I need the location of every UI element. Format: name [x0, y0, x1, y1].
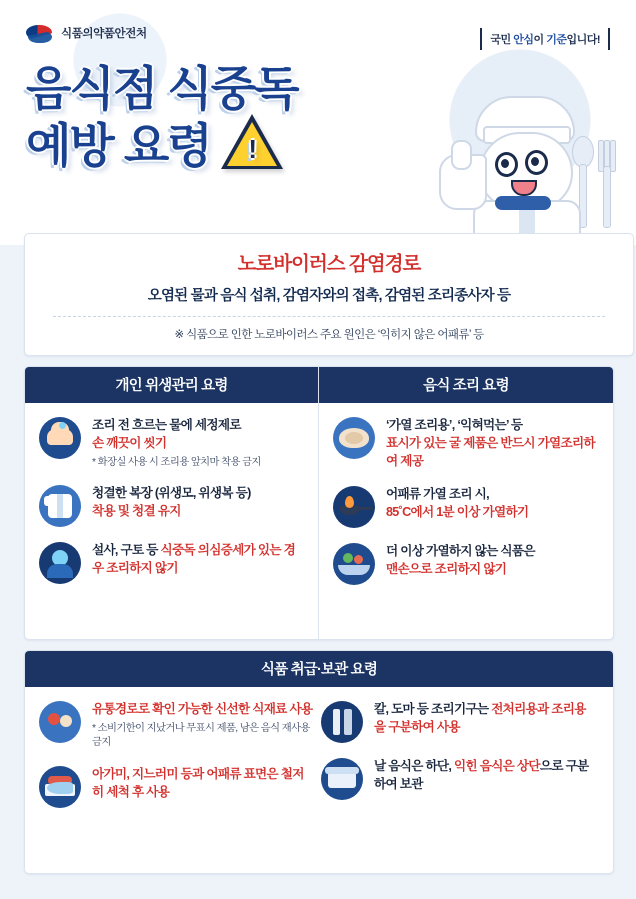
section-personal-hygiene: [25, 367, 319, 639]
guidelines-two-column-card: [24, 366, 614, 640]
organization-name: 식품의약품안전처: [61, 28, 147, 40]
item-text-highlight: 표시가 있는 굴 제품은 반드시 가열조리하여 제공: [386, 435, 595, 468]
norovirus-subtitle: 오염된 물과 음식 섭취, 감염자와의 접촉, 감염된 조리종사자 등: [147, 288, 511, 304]
list-item: [321, 701, 595, 743]
list-item-text: [92, 701, 313, 751]
storage-box-icon: [321, 758, 363, 800]
list-item-text: [92, 542, 306, 584]
list-item: [39, 701, 313, 751]
brand-header: [26, 22, 147, 44]
card-divider: [53, 316, 606, 317]
section-cooking: [319, 367, 613, 639]
slogan-pre: 국민: [490, 34, 514, 46]
item-text-plain: 칼, 도마 등 조리기구는: [374, 702, 492, 716]
list-item: [39, 766, 313, 808]
item-subnote: * 소비기한이 지났거나 무표시 제품, 남은 음식 재사용 금지: [92, 722, 310, 749]
uniform-icon: [39, 485, 81, 527]
item-text-plain: 더 이상 가열하지 않는 식품은: [386, 543, 535, 558]
frying-pan-icon: [333, 486, 375, 528]
list-item-text: [92, 485, 251, 527]
list-item-text: [92, 766, 313, 808]
mascot-eye-right: [525, 150, 548, 175]
norovirus-heading: 노로바이러스 감염경로: [237, 253, 421, 275]
list-item-text: [374, 758, 595, 800]
list-item-text: [386, 543, 535, 585]
food-handling-storage-card: [24, 650, 614, 874]
mascot-eye-left: [495, 152, 518, 177]
list-item: [333, 417, 601, 471]
section-title-personal-hygiene: 개인 위생관리 요령: [25, 367, 318, 403]
item-text-plain: 설사, 구토 등: [92, 543, 161, 558]
item-text-post: 으로 구분하여 보관: [374, 759, 589, 791]
slogan-highlight-2: 기준: [546, 34, 567, 46]
mascot-scarf: [495, 196, 551, 210]
title-line-1: 음식점 식중독: [26, 62, 298, 115]
section-title-food-handling: 식품 취급·보관 요령: [25, 651, 613, 687]
chef-mascot-illustration: [433, 96, 618, 246]
list-item: [39, 485, 306, 527]
knife-cuttingboard-icon: [321, 701, 363, 743]
list-item-text: [386, 486, 528, 528]
list-item: [333, 486, 601, 528]
slogan-post: 입니다!: [566, 34, 600, 46]
government-slogan: [480, 28, 610, 50]
salad-plate-icon: [333, 543, 375, 585]
oyster-icon: [333, 417, 375, 459]
item-text-highlight: 착용 및 청결 유지: [92, 504, 181, 519]
norovirus-note: ※ 식품으로 인한 노로바이러스 주요 원인은 ‘익히지 않은 어패류’ 등: [174, 329, 484, 341]
list-item: [39, 417, 306, 470]
food-handling-right-column: [321, 701, 603, 823]
item-text-plain: 날 음식은 하단,: [374, 759, 454, 773]
warning-triangle-icon: [221, 114, 283, 169]
item-text-plain: 청결한 복장 (위생모, 위생복 등): [92, 486, 251, 501]
item-text-highlight: 유통경로로 확인 가능한 신선한 식재료 사용: [92, 702, 313, 716]
item-text-plain: 어패류 가열 조리 시,: [386, 486, 489, 501]
list-item-text: [92, 417, 261, 470]
list-item: [39, 542, 306, 584]
fish-washing-icon: [39, 766, 81, 808]
item-text-highlight: 손 깨끗이 씻기: [92, 435, 167, 450]
page-title: [26, 64, 297, 171]
list-item-text: [374, 701, 595, 743]
list-item-text: [386, 417, 601, 471]
fork-icon: [598, 140, 614, 226]
item-text-highlight: 85˚C에서 1분 이상 가열하기: [386, 504, 529, 519]
handwash-icon: [39, 417, 81, 459]
title-line-2: 예방 요령: [26, 119, 211, 172]
item-text-plain: ‘가열 조리용’, ‘익혀먹는’ 등: [386, 418, 523, 432]
item-text-highlight: 아가미, 지느러미 등과 어패류 표면은 철저히 세척 후 사용: [92, 767, 304, 799]
item-text-highlight: 전처리용과 조리용을 구분하여 사용: [374, 702, 586, 734]
item-text-highlight: 식중독 의심증세가 있는 경우 조리하지 않기: [92, 543, 296, 576]
item-text-plain: 조리 전 흐르는 물에 세정제로: [92, 418, 241, 432]
list-item: [333, 543, 601, 585]
fresh-vegetables-icon: [39, 701, 81, 743]
slogan-highlight-1: 안심: [513, 34, 534, 46]
item-subnote: * 화장실 사용 시 조리용 앞치마 착용 금지: [92, 456, 261, 468]
food-handling-left-column: [39, 701, 321, 823]
list-item: [321, 758, 595, 800]
sick-person-icon: [39, 542, 81, 584]
norovirus-info-card: [24, 233, 634, 356]
thumbs-up-icon: [439, 154, 487, 210]
warning-exclamation-mark: !: [248, 133, 255, 164]
slogan-mid: 이: [533, 34, 547, 46]
section-title-cooking: 음식 조리 요령: [319, 367, 613, 403]
government-logo-icon: [26, 22, 54, 44]
item-text-highlight: 맨손으로 조리하지 않기: [386, 561, 507, 576]
item-text-highlight: 익힌 음식은 상단: [454, 759, 540, 773]
